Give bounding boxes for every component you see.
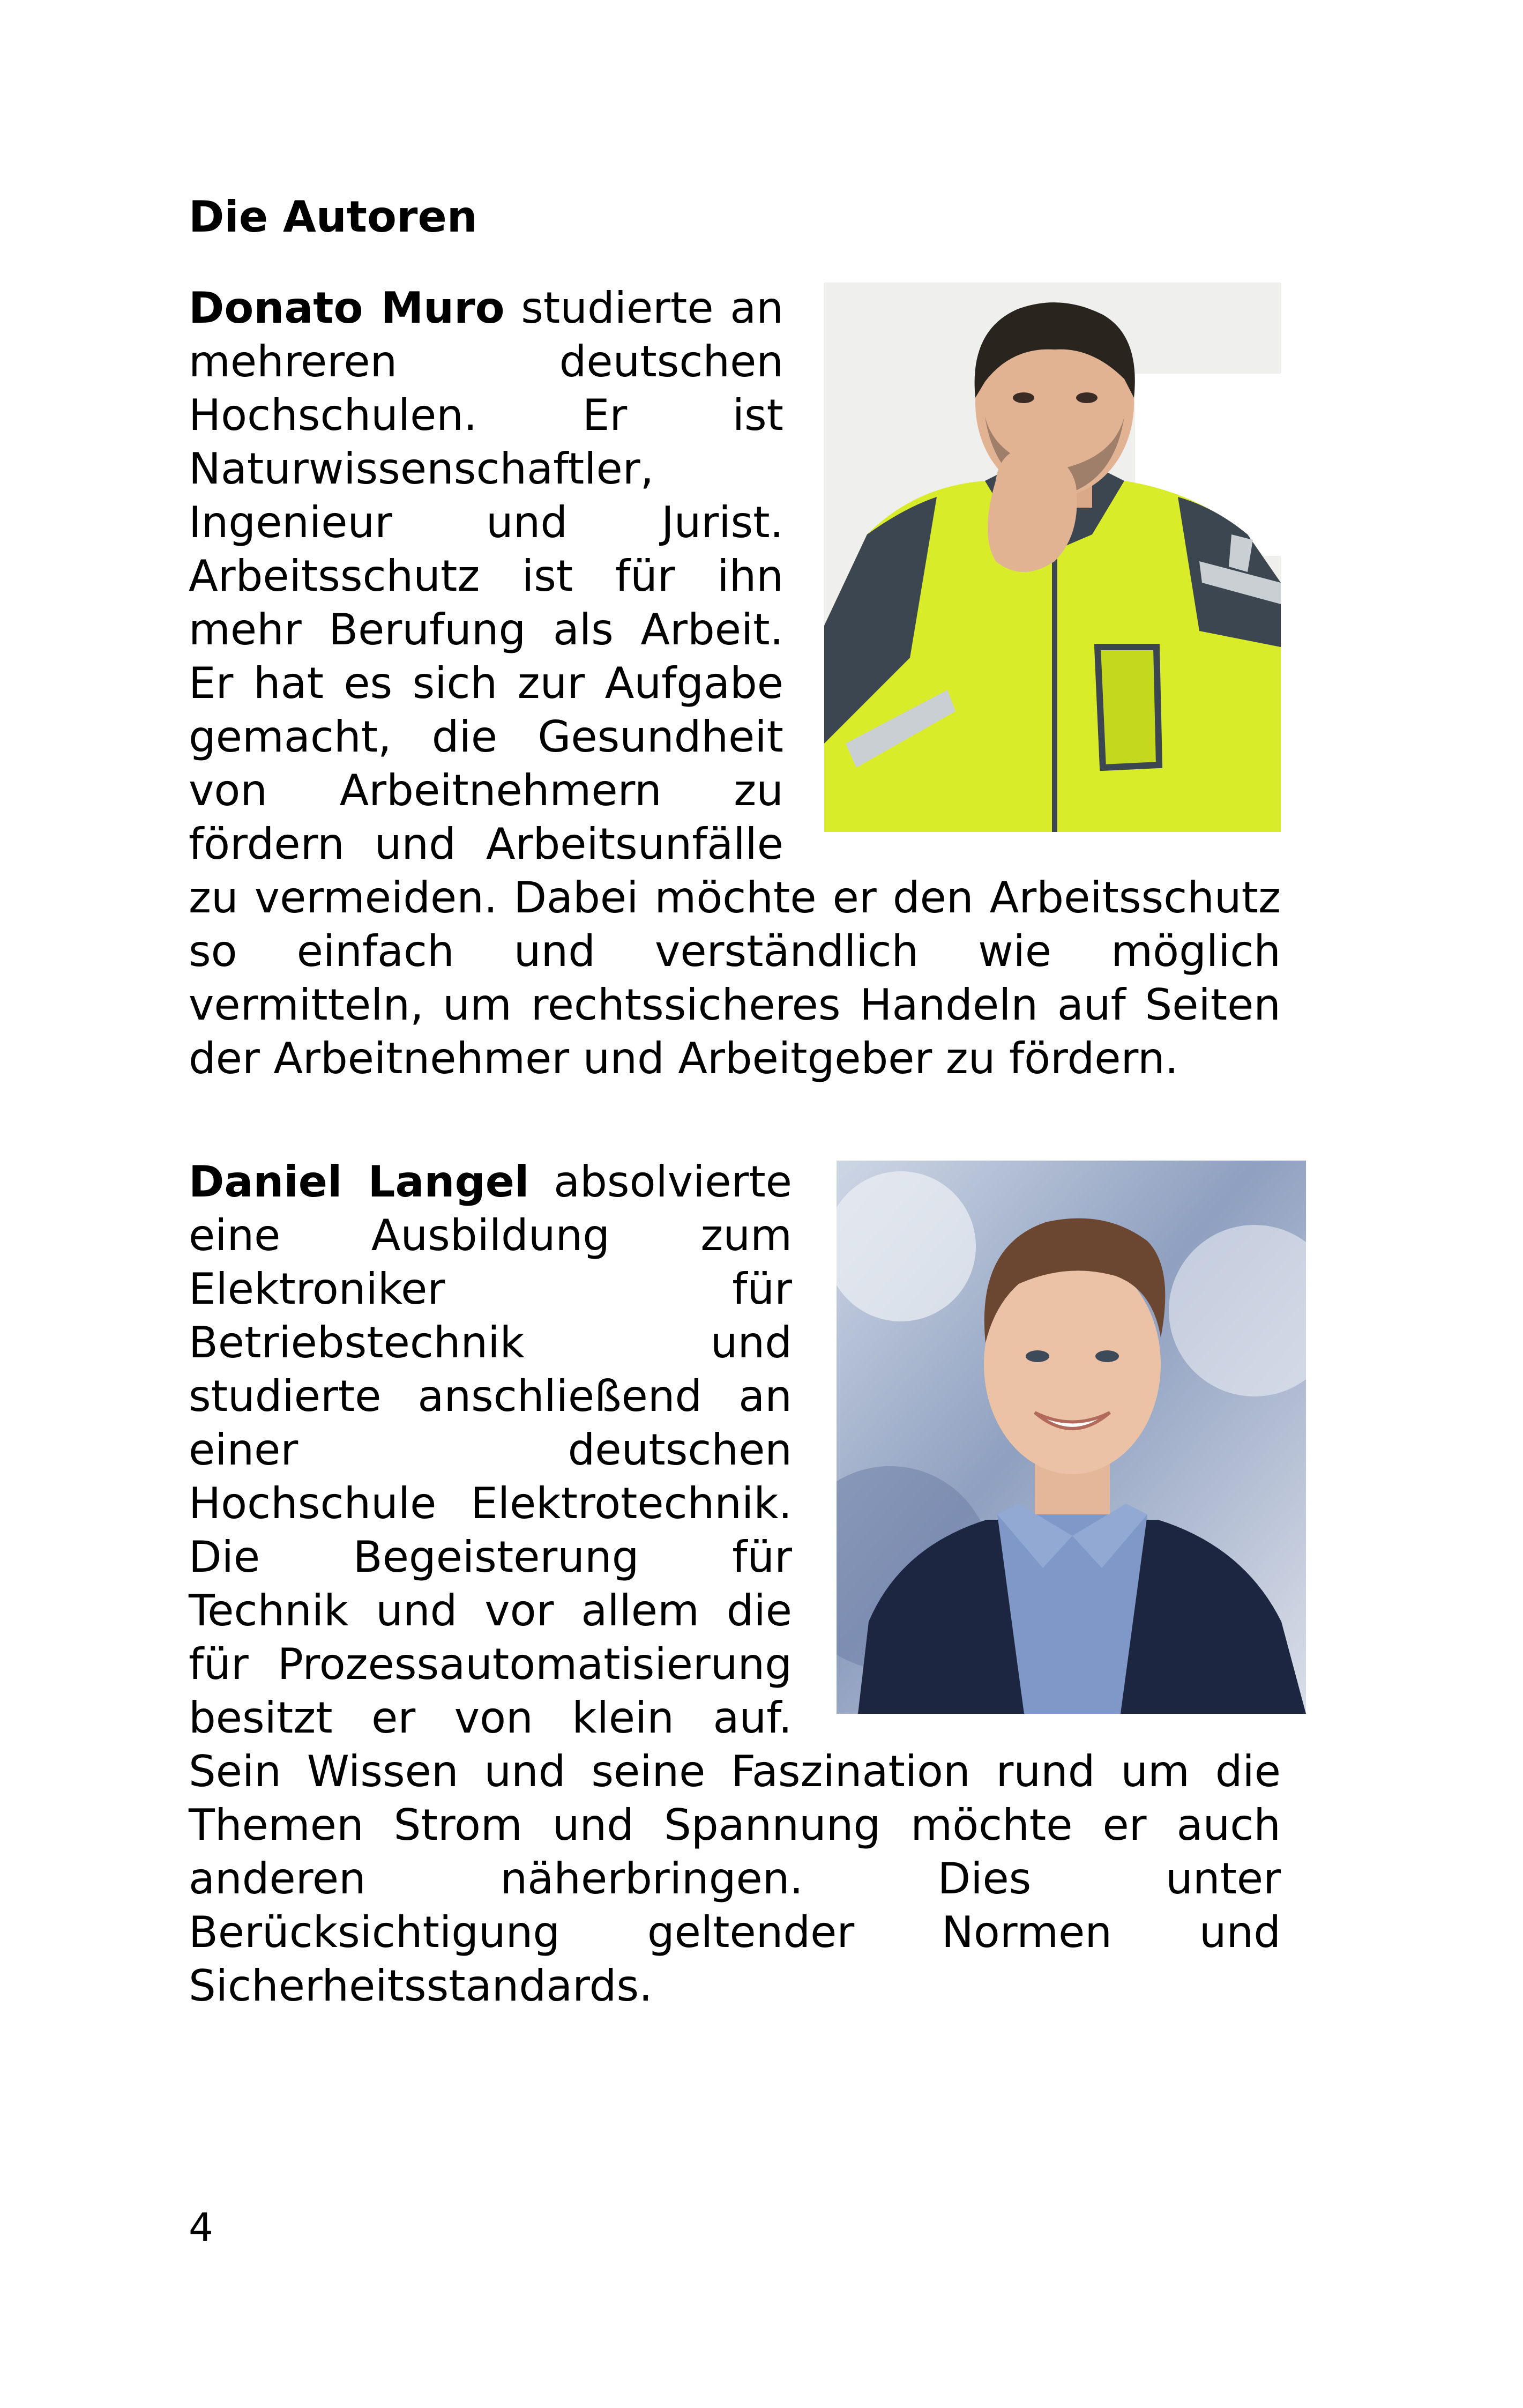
author-photo-daniel-langel [837,1161,1306,1714]
author-name-daniel-langel: Daniel Langel [189,1157,529,1207]
author-bio-text-donato-muro: studierte an mehreren deutschen Hochschulen. Er ist Naturwissenschaftler, Ingenieur und Jurist. Arbeitsschutz ist für ihn mehr Berufung als Arbeit. Er hat es sich zur Aufgabe gemacht, die Gesundheit von Arbeitnehmern zu fördern und Arbeitsunfälle zu vermeiden. Dabei möchte er den Arbeitsschutz so einfach und verständlich wie möglich vermitteln, um rechtssicheres Handeln auf Seiten der Arbeitnehmer und Arbeitgeber zu fördern. [189,283,1281,1083]
page-heading: Die Autoren [189,192,477,242]
author-name-donato-muro: Donato Muro [189,283,505,333]
author-bio-daniel-langel [189,1155,1281,2013]
author-photo-donato-muro [824,283,1281,832]
page-number: 4 [189,2205,213,2250]
author-bio-text-daniel-langel: absolvierte eine Ausbildung zum Elektroniker für Betriebstechnik und studierte anschließend an einer deutschen Hochschule Elektrotechnik. Die Begeisterung für Technik und vor allem die für Prozessautomatisierung besitzt er von klein auf. Sein Wissen und seine Faszination rund um die Themen Strom und Spannung möchte er auch anderen näherbringen. Dies unter Berücksichtigung geltender Normen und Sicherheitsstandards. [189,1157,1281,2011]
author-bio-donato-muro [189,281,1281,1086]
